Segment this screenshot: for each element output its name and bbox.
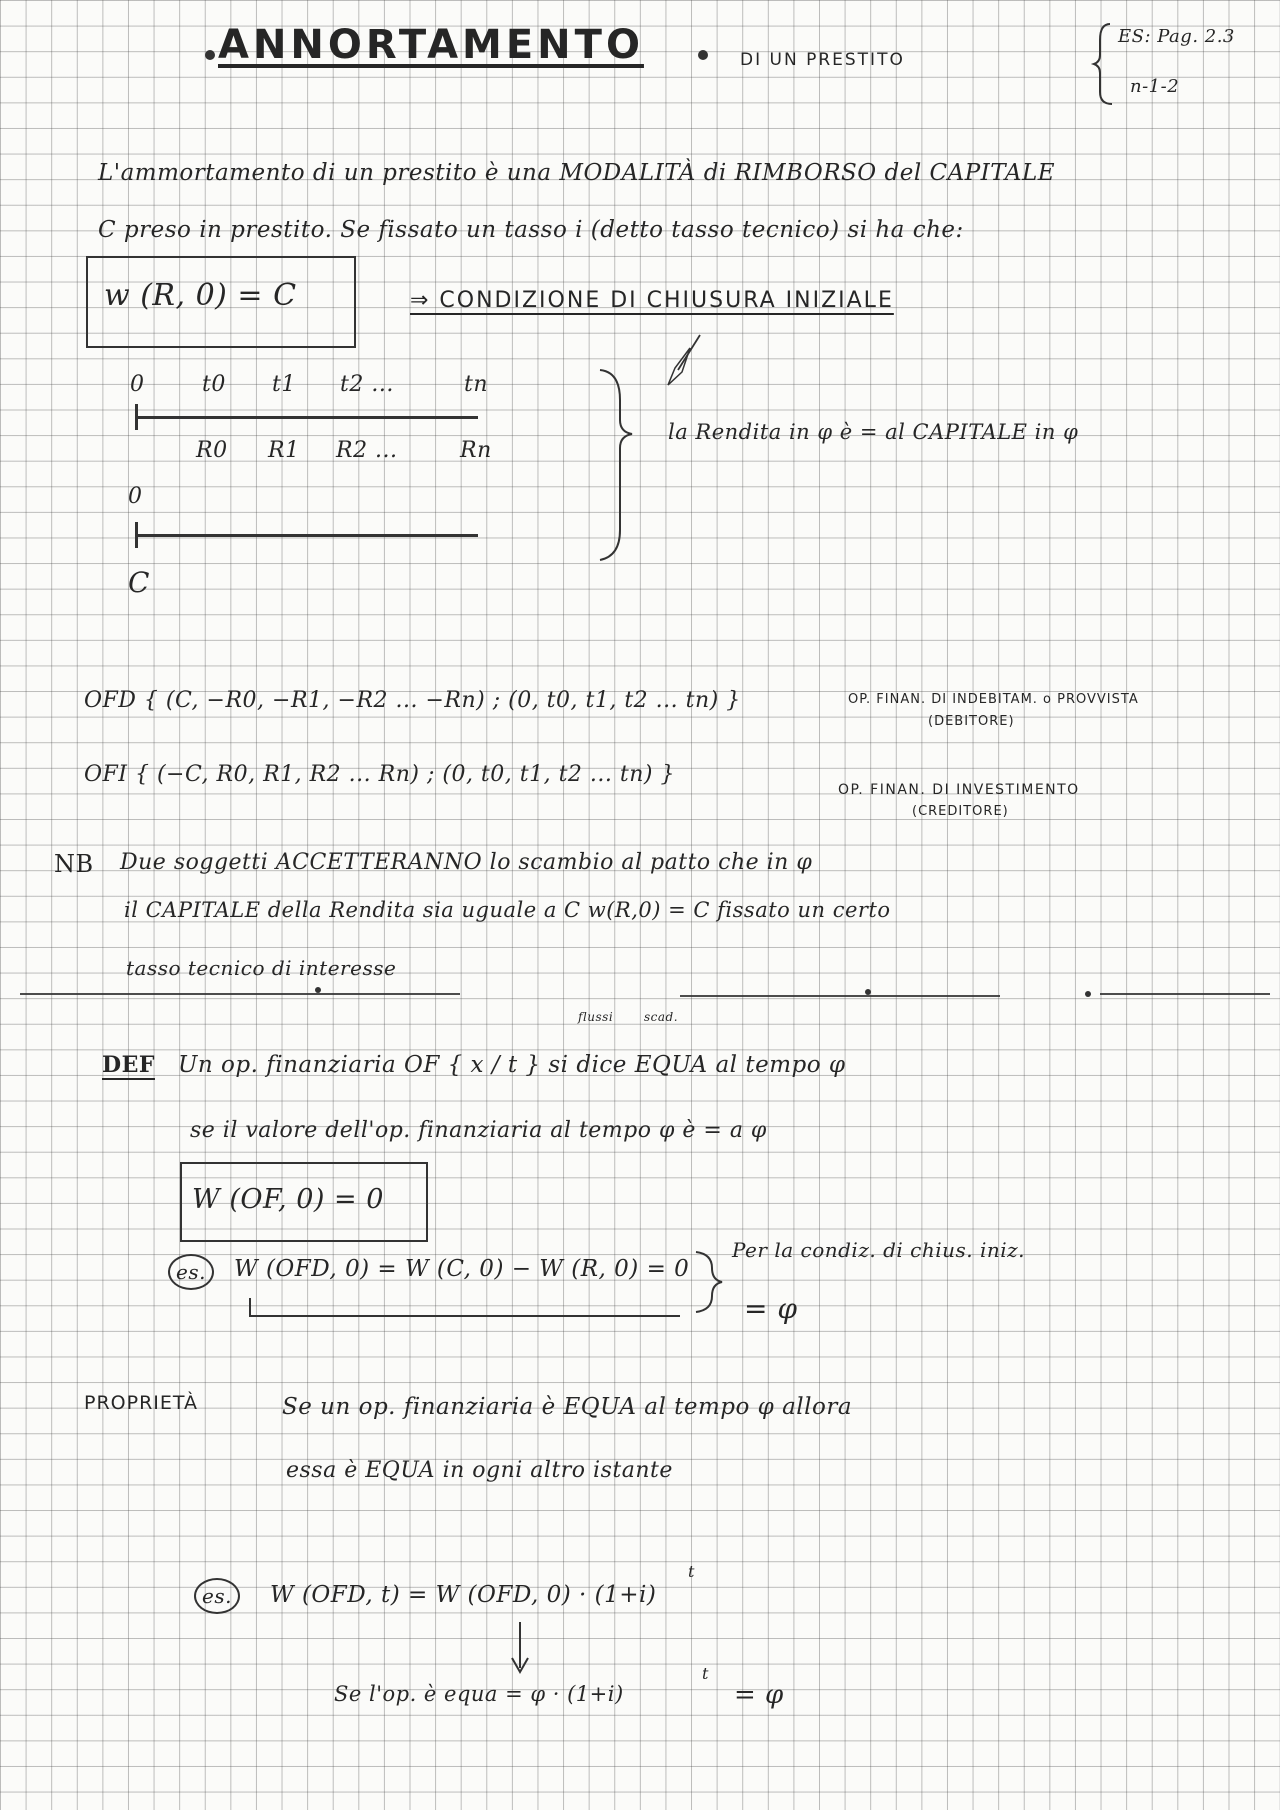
def-above-t: scad. <box>644 1010 679 1024</box>
def-label: DEF <box>102 1052 155 1078</box>
nb-line-2: il CAPITALE della Rendita sia uguale a C w(R,0) = C fissato un certo <box>124 898 891 922</box>
nb-line-1: Due soggetti ACCETTERANNO lo scambio al patto che in φ <box>120 850 813 875</box>
timeline-time-0: 0 <box>130 372 145 397</box>
property-example-formula: W (OFD, t) = W (OFD, 0) · (1+i) <box>270 1582 657 1608</box>
property-result: Se l'op. è equa = φ · (1+i) <box>334 1682 624 1706</box>
def-example-note: Per la condiz. di chius. iniz. <box>732 1238 1026 1262</box>
property-result-exponent: t <box>702 1664 709 1683</box>
ref-page: ES: Pag. 2.3 <box>1118 26 1235 47</box>
def-line-1: Un op. finanziaria OF { x / t } si dice EQUA al tempo φ <box>178 1052 846 1078</box>
intro-line-2: C preso in prestito. Se fissato un tasso i (detto tasso tecnico) si ha che: <box>98 217 964 243</box>
property-result-end: = φ <box>734 1680 784 1710</box>
closure-condition-formula: w (R, 0) = C <box>104 278 297 313</box>
intro-line-1: L'ammortamento di un prestito è una MODALITÀ di RIMBORSO del CAPITALE <box>98 160 1056 186</box>
timeline-amount-r0: R0 <box>196 438 228 463</box>
op-invest-role: (CREDITORE) <box>912 804 1009 819</box>
timeline-note: la Rendita in φ è = al CAPITALE in φ <box>668 420 1079 444</box>
nb-label: NB <box>54 850 94 878</box>
timeline-time-t2: t2 ... <box>340 372 394 397</box>
property-example-exponent: t <box>688 1562 695 1581</box>
timeline-time-tn: tn <box>464 372 489 397</box>
page-title: ANNORTAMENTO <box>218 22 644 68</box>
op-invest-expr: OFI { (−C, R0, R1, R2 ... Rn) ; (0, t0, t1, t2 ... tn) } <box>84 762 675 787</box>
timeline-amount-r2: R2 ... <box>336 438 398 463</box>
timeline-amount-r1: R1 <box>268 438 300 463</box>
def-above-x: flussi <box>578 1010 614 1024</box>
def-line-2: se il valore dell'op. finanziaria al tempo φ è = a φ <box>190 1118 767 1143</box>
nb-line-3: tasso tecnico di interesse <box>126 956 397 980</box>
property-example-label: es. <box>194 1578 240 1614</box>
op-debt-role: (DEBITORE) <box>928 714 1015 729</box>
op-debt-note: OP. FINAN. DI INDEBITAM. o PROVVISTA <box>848 692 1139 707</box>
op-invest-note: OP. FINAN. DI INVESTIMENTO <box>838 782 1080 798</box>
timeline-time-t1: t1 <box>272 372 296 397</box>
def-example-result: = φ <box>744 1292 798 1325</box>
def-example-formula: W (OFD, 0) = W (C, 0) − W (R, 0) = 0 <box>234 1256 690 1282</box>
equity-condition-formula: W (OF, 0) = 0 <box>192 1184 384 1215</box>
closure-condition-label: ⇒ CONDIZIONE DI CHIUSURA INIZIALE <box>410 288 894 313</box>
ref-exercises: n-1-2 <box>1130 76 1180 97</box>
op-debt-expr: OFD { (C, −R0, −R1, −R2 ... −Rn) ; (0, t0, t1, t2 ... tn) } <box>84 688 741 713</box>
timeline-zero-2: 0 <box>128 484 143 509</box>
timeline-time-t0: t0 <box>202 372 226 397</box>
timeline-amount-rn: Rn <box>460 438 492 463</box>
property-label: PROPRIETÀ <box>84 1392 199 1414</box>
timeline-capital: C <box>128 566 150 599</box>
page-subtitle: DI UN PRESTITO <box>740 50 905 70</box>
property-line-1: Se un op. finanziaria è EQUA al tempo φ allora <box>282 1394 853 1420</box>
def-example-label: es. <box>168 1254 214 1290</box>
property-line-2: essa è EQUA in ogni altro istante <box>286 1458 673 1483</box>
